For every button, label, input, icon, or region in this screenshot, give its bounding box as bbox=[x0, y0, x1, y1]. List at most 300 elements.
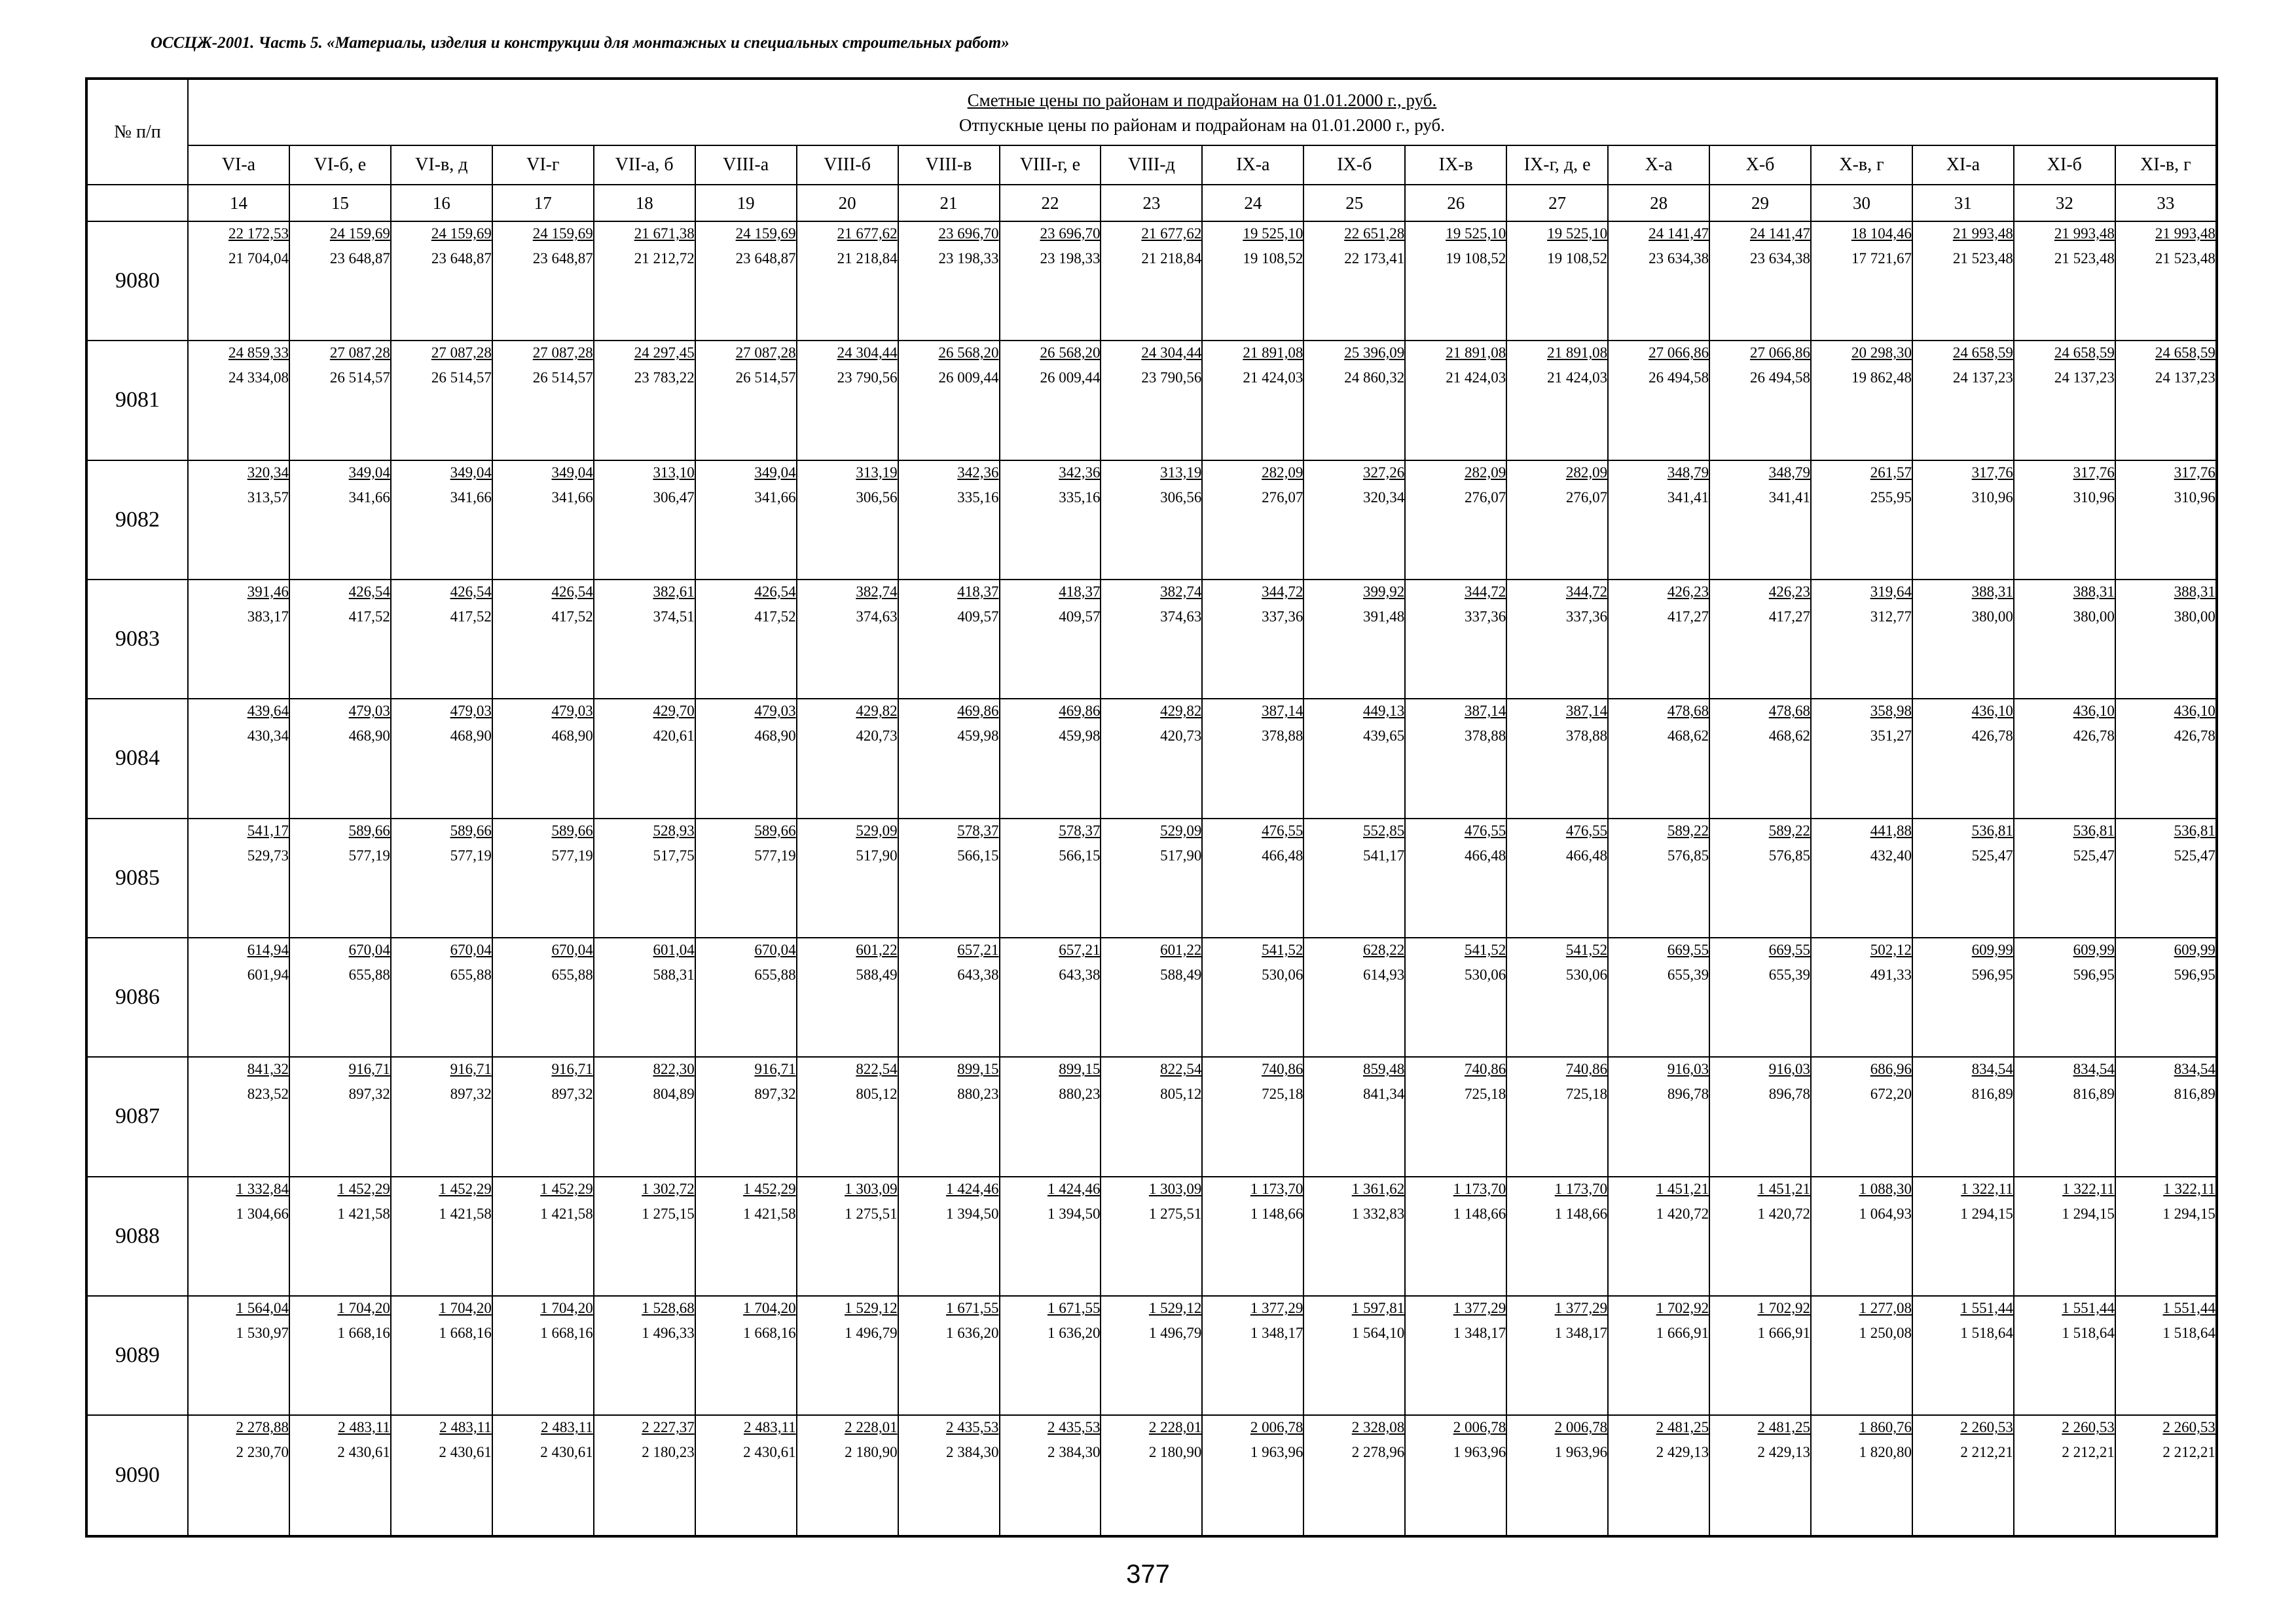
release-price: 374,51 bbox=[653, 608, 695, 625]
release-price: 383,17 bbox=[247, 608, 289, 625]
estimate-price: 916,71 bbox=[348, 1061, 390, 1078]
price-cell bbox=[289, 699, 391, 818]
price-cell bbox=[1912, 938, 2014, 1057]
estimate-price: 589,22 bbox=[1667, 822, 1709, 839]
price-cell bbox=[492, 819, 594, 938]
district-header: XI-а bbox=[1912, 145, 2014, 185]
estimate-price: 1 452,29 bbox=[540, 1180, 593, 1197]
estimate-price: 916,03 bbox=[1667, 1061, 1709, 1078]
estimate-price: 344,72 bbox=[1262, 583, 1303, 600]
estimate-price: 426,54 bbox=[450, 583, 492, 600]
estimate-price: 479,03 bbox=[754, 703, 796, 720]
estimate-price: 822,30 bbox=[653, 1061, 695, 1078]
price-cell bbox=[289, 819, 391, 938]
release-price: 21 424,03 bbox=[1243, 369, 1303, 386]
estimate-price: 348,79 bbox=[1667, 464, 1709, 481]
release-price: 337,36 bbox=[1565, 608, 1608, 625]
price-cell bbox=[391, 580, 492, 699]
price-cell bbox=[1000, 819, 1101, 938]
column-number: 15 bbox=[289, 185, 391, 221]
price-cell bbox=[797, 1057, 898, 1176]
estimate-price: 261,57 bbox=[1870, 464, 1912, 481]
table-title bbox=[188, 79, 2217, 145]
release-price: 417,52 bbox=[754, 608, 796, 625]
release-price: 1 496,33 bbox=[642, 1324, 695, 1341]
estimate-price: 670,04 bbox=[551, 941, 593, 958]
estimate-price: 21 677,62 bbox=[1141, 225, 1202, 242]
estimate-price: 21 891,08 bbox=[1446, 344, 1506, 361]
price-cell bbox=[2115, 1296, 2217, 1415]
release-price: 1 666,91 bbox=[1757, 1324, 1810, 1341]
column-number: 26 bbox=[1405, 185, 1506, 221]
price-cell bbox=[391, 819, 492, 938]
price-cell bbox=[1405, 938, 1506, 1057]
release-price: 2 180,23 bbox=[642, 1444, 695, 1461]
estimate-price: 1 529,12 bbox=[845, 1299, 898, 1316]
release-price: 23 634,38 bbox=[1649, 250, 1709, 267]
column-number: 32 bbox=[2014, 185, 2115, 221]
district-header: X-а bbox=[1608, 145, 1709, 185]
release-price: 1 250,08 bbox=[1859, 1324, 1912, 1341]
release-price: 530,06 bbox=[1262, 966, 1303, 983]
release-price: 21 523,48 bbox=[2155, 250, 2215, 267]
estimate-price: 899,15 bbox=[957, 1061, 999, 1078]
price-cell bbox=[188, 938, 289, 1057]
estimate-price: 317,76 bbox=[2174, 464, 2215, 481]
estimate-price: 841,32 bbox=[247, 1061, 289, 1078]
release-price: 643,38 bbox=[1059, 966, 1101, 983]
release-price: 23 648,87 bbox=[735, 250, 796, 267]
estimate-price: 2 483,11 bbox=[338, 1419, 390, 1436]
price-cell bbox=[1202, 699, 1303, 818]
price-cell bbox=[1912, 1296, 2014, 1415]
estimate-price: 2 435,53 bbox=[946, 1419, 999, 1436]
price-cell bbox=[1912, 221, 2014, 341]
release-price: 420,73 bbox=[1160, 728, 1202, 745]
release-price: 577,19 bbox=[348, 847, 390, 864]
estimate-price: 609,99 bbox=[1971, 941, 2013, 958]
price-cell bbox=[391, 1415, 492, 1536]
price-cell bbox=[1405, 1057, 1506, 1176]
price-cell bbox=[1709, 580, 1811, 699]
estimate-price: 24 658,59 bbox=[1952, 344, 2013, 361]
estimate-price: 26 568,20 bbox=[1040, 344, 1101, 361]
price-cell bbox=[2115, 938, 2217, 1057]
estimate-price: 834,54 bbox=[2073, 1061, 2115, 1078]
estimate-price: 1 551,44 bbox=[2062, 1299, 2115, 1316]
price-cell bbox=[289, 938, 391, 1057]
release-price: 1 420,72 bbox=[1757, 1205, 1810, 1222]
estimate-price: 429,70 bbox=[653, 703, 695, 720]
estimate-price: 916,71 bbox=[450, 1061, 492, 1078]
estimate-price: 349,04 bbox=[450, 464, 492, 481]
release-price: 24 137,23 bbox=[2054, 369, 2115, 386]
estimate-price: 24 297,45 bbox=[634, 344, 695, 361]
release-price: 341,66 bbox=[551, 489, 593, 506]
estimate-price: 19 525,10 bbox=[1547, 225, 1608, 242]
price-cell bbox=[1912, 460, 2014, 580]
estimate-price: 2 328,08 bbox=[1351, 1419, 1405, 1436]
release-price: 1 148,66 bbox=[1453, 1205, 1506, 1222]
price-cell bbox=[695, 1415, 797, 1536]
release-price: 1 332,83 bbox=[1351, 1205, 1405, 1222]
release-price: 276,07 bbox=[1262, 489, 1303, 506]
column-number: 18 bbox=[594, 185, 695, 221]
price-cell bbox=[2014, 1177, 2115, 1296]
release-price: 1 668,16 bbox=[743, 1324, 796, 1341]
price-cell bbox=[1303, 938, 1405, 1057]
release-price: 1 963,96 bbox=[1250, 1444, 1303, 1461]
empty-header-cell bbox=[86, 185, 188, 221]
estimate-price: 479,03 bbox=[551, 703, 593, 720]
price-cell bbox=[1709, 1057, 1811, 1176]
release-price: 21 218,84 bbox=[837, 250, 898, 267]
price-cell bbox=[1811, 580, 1912, 699]
estimate-price: 1 704,20 bbox=[540, 1299, 593, 1316]
estimate-price: 21 891,08 bbox=[1547, 344, 1608, 361]
district-header: IX-в bbox=[1405, 145, 1506, 185]
estimate-price: 2 260,53 bbox=[1960, 1419, 2013, 1436]
district-header: VIII-в bbox=[898, 145, 1000, 185]
price-cell bbox=[188, 1296, 289, 1415]
release-price: 320,34 bbox=[1363, 489, 1405, 506]
estimate-price: 22 651,28 bbox=[1344, 225, 1405, 242]
release-price: 517,90 bbox=[1160, 847, 1202, 864]
price-cell bbox=[1608, 1057, 1709, 1176]
price-cell bbox=[1709, 938, 1811, 1057]
release-price: 1 148,66 bbox=[1554, 1205, 1608, 1222]
estimate-price: 21 677,62 bbox=[837, 225, 898, 242]
estimate-price: 449,13 bbox=[1363, 703, 1405, 720]
table-body bbox=[86, 221, 2217, 1536]
estimate-price: 418,37 bbox=[1059, 583, 1101, 600]
release-price: 1 304,66 bbox=[236, 1205, 289, 1222]
estimate-price: 319,64 bbox=[1870, 583, 1912, 600]
estimate-price: 628,22 bbox=[1363, 941, 1405, 958]
estimate-price: 24 859,33 bbox=[228, 344, 289, 361]
release-price: 276,07 bbox=[1565, 489, 1608, 506]
release-price: 601,94 bbox=[247, 966, 289, 983]
price-cell bbox=[1811, 341, 1912, 460]
release-price: 655,88 bbox=[551, 966, 593, 983]
price-cell bbox=[1101, 341, 1202, 460]
district-header: XI-б bbox=[2014, 145, 2115, 185]
estimate-price: 657,21 bbox=[957, 941, 999, 958]
price-cell bbox=[1709, 699, 1811, 818]
estimate-price: 342,36 bbox=[1059, 464, 1101, 481]
estimate-price: 282,09 bbox=[1262, 464, 1303, 481]
estimate-price: 1 704,20 bbox=[337, 1299, 390, 1316]
release-price: 21 424,03 bbox=[1547, 369, 1608, 386]
release-price: 643,38 bbox=[957, 966, 999, 983]
price-cell bbox=[2014, 1296, 2115, 1415]
release-price: 26 494,58 bbox=[1750, 369, 1810, 386]
price-cell bbox=[492, 580, 594, 699]
release-price: 420,73 bbox=[856, 728, 898, 745]
row-code: 9087 bbox=[86, 1057, 188, 1176]
estimate-price: 426,54 bbox=[754, 583, 796, 600]
district-header: VII-а, б bbox=[594, 145, 695, 185]
estimate-price: 916,71 bbox=[551, 1061, 593, 1078]
release-price: 1 064,93 bbox=[1859, 1205, 1912, 1222]
price-cell bbox=[1101, 1296, 1202, 1415]
estimate-price: 24 141,47 bbox=[1750, 225, 1810, 242]
release-price: 341,66 bbox=[754, 489, 796, 506]
release-price: 1 394,50 bbox=[946, 1205, 999, 1222]
price-cell bbox=[1506, 221, 1608, 341]
release-price: 21 704,04 bbox=[228, 250, 289, 267]
price-cell bbox=[492, 221, 594, 341]
release-price: 596,95 bbox=[1971, 966, 2013, 983]
table-row bbox=[86, 1296, 2217, 1415]
release-price: 655,88 bbox=[754, 966, 796, 983]
estimate-price: 1 377,29 bbox=[1554, 1299, 1608, 1316]
price-cell bbox=[492, 699, 594, 818]
estimate-price: 1 451,21 bbox=[1656, 1180, 1709, 1197]
price-cell bbox=[594, 1057, 695, 1176]
estimate-price: 27 087,28 bbox=[735, 344, 796, 361]
table-row bbox=[86, 1415, 2217, 1536]
price-cell bbox=[594, 819, 695, 938]
release-price: 26 514,57 bbox=[329, 369, 390, 386]
estimate-price: 23 696,70 bbox=[1040, 225, 1101, 242]
release-price: 23 634,38 bbox=[1750, 250, 1810, 267]
estimate-price: 1 597,81 bbox=[1351, 1299, 1405, 1316]
release-price: 896,78 bbox=[1667, 1086, 1709, 1103]
price-cell bbox=[1101, 460, 1202, 580]
price-cell bbox=[797, 460, 898, 580]
estimate-price: 536,81 bbox=[2073, 822, 2115, 839]
release-price: 880,23 bbox=[957, 1086, 999, 1103]
price-cell bbox=[289, 341, 391, 460]
row-code: 9088 bbox=[86, 1177, 188, 1296]
estimate-price: 21 993,48 bbox=[1952, 225, 2013, 242]
price-cell bbox=[289, 460, 391, 580]
release-price: 24 334,08 bbox=[228, 369, 289, 386]
release-price: 22 173,41 bbox=[1344, 250, 1405, 267]
estimate-price: 27 066,86 bbox=[1649, 344, 1709, 361]
table-row bbox=[86, 1177, 2217, 1296]
release-price: 26 009,44 bbox=[1040, 369, 1101, 386]
release-price: 1 636,20 bbox=[946, 1324, 999, 1341]
release-price: 24 137,23 bbox=[1952, 369, 2013, 386]
release-price: 430,34 bbox=[247, 728, 289, 745]
estimate-price: 27 087,28 bbox=[329, 344, 390, 361]
running-header: ОССЦЖ-2001. Часть 5. «Материалы, изделия и конструкции для монтажных и специальных строительных работ» bbox=[151, 34, 1010, 52]
estimate-price: 469,86 bbox=[957, 703, 999, 720]
release-price: 2 430,61 bbox=[540, 1444, 593, 1461]
release-price: 378,88 bbox=[1262, 728, 1303, 745]
release-price: 312,77 bbox=[1870, 608, 1912, 625]
price-cell bbox=[1101, 819, 1202, 938]
release-price: 335,16 bbox=[957, 489, 999, 506]
estimate-price: 899,15 bbox=[1059, 1061, 1101, 1078]
estimate-price: 601,22 bbox=[1160, 941, 1202, 958]
release-price: 23 198,33 bbox=[938, 250, 999, 267]
column-number: 20 bbox=[797, 185, 898, 221]
price-cell bbox=[2115, 580, 2217, 699]
price-cell bbox=[1608, 221, 1709, 341]
estimate-price: 24 304,44 bbox=[1141, 344, 1202, 361]
price-cell bbox=[492, 460, 594, 580]
estimate-price: 1 173,70 bbox=[1453, 1180, 1506, 1197]
price-cell bbox=[594, 460, 695, 580]
district-header: IX-а bbox=[1202, 145, 1303, 185]
price-cell bbox=[2014, 819, 2115, 938]
release-price: 1 963,96 bbox=[1554, 1444, 1608, 1461]
district-header: VIII-а bbox=[695, 145, 797, 185]
column-number: 19 bbox=[695, 185, 797, 221]
release-price: 655,39 bbox=[1768, 966, 1810, 983]
price-cell bbox=[492, 1057, 594, 1176]
release-price: 576,85 bbox=[1768, 847, 1810, 864]
price-cell bbox=[695, 580, 797, 699]
estimate-price: 426,23 bbox=[1667, 583, 1709, 600]
estimate-price: 578,37 bbox=[1059, 822, 1101, 839]
price-cell bbox=[391, 341, 492, 460]
release-price: 426,78 bbox=[1971, 728, 2013, 745]
estimate-price: 669,55 bbox=[1768, 941, 1810, 958]
price-cell bbox=[2014, 460, 2115, 580]
estimate-price: 24 159,69 bbox=[532, 225, 593, 242]
column-number: 21 bbox=[898, 185, 1000, 221]
price-cell bbox=[2014, 1057, 2115, 1176]
estimate-price: 1 702,92 bbox=[1656, 1299, 1709, 1316]
release-price: 1 496,79 bbox=[845, 1324, 898, 1341]
row-code: 9083 bbox=[86, 580, 188, 699]
release-price: 310,96 bbox=[1971, 489, 2013, 506]
estimate-price: 313,10 bbox=[653, 464, 695, 481]
price-cell bbox=[1506, 341, 1608, 460]
price-cell bbox=[391, 1296, 492, 1415]
release-price-title: Отпускные цены по районам и подрайонам на 01.01.2000 г., руб. bbox=[958, 115, 1446, 135]
release-price: 1 820,80 bbox=[1859, 1444, 1912, 1461]
price-cell bbox=[1000, 699, 1101, 818]
release-price: 23 790,56 bbox=[837, 369, 898, 386]
price-cell bbox=[1811, 460, 1912, 580]
estimate-price: 317,76 bbox=[1971, 464, 2013, 481]
release-price: 725,18 bbox=[1464, 1086, 1506, 1103]
release-price: 17 721,67 bbox=[1851, 250, 1912, 267]
estimate-price: 317,76 bbox=[2073, 464, 2115, 481]
release-price: 1 636,20 bbox=[1047, 1324, 1101, 1341]
price-cell bbox=[1912, 819, 2014, 938]
price-cell bbox=[594, 938, 695, 1057]
estimate-price: 1 528,68 bbox=[642, 1299, 695, 1316]
price-cell bbox=[797, 221, 898, 341]
release-price: 1 348,17 bbox=[1453, 1324, 1506, 1341]
release-price: 816,89 bbox=[2073, 1086, 2115, 1103]
price-cell bbox=[1608, 1296, 1709, 1415]
estimate-price: 24 159,69 bbox=[431, 225, 492, 242]
estimate-price: 1 424,46 bbox=[946, 1180, 999, 1197]
price-cell bbox=[594, 1415, 695, 1536]
price-cell bbox=[898, 938, 1000, 1057]
estimate-price: 916,71 bbox=[754, 1061, 796, 1078]
price-cell bbox=[1506, 460, 1608, 580]
price-cell bbox=[1811, 1415, 1912, 1536]
release-price: 588,49 bbox=[856, 966, 898, 983]
release-price: 566,15 bbox=[957, 847, 999, 864]
price-cell bbox=[2014, 699, 2115, 818]
estimate-price: 1 671,55 bbox=[946, 1299, 999, 1316]
release-price: 2 384,30 bbox=[946, 1444, 999, 1461]
price-cell bbox=[1303, 460, 1405, 580]
release-price: 439,65 bbox=[1363, 728, 1405, 745]
release-price: 1 348,17 bbox=[1554, 1324, 1608, 1341]
price-cell bbox=[1912, 341, 2014, 460]
price-cell bbox=[1303, 1296, 1405, 1415]
price-cell bbox=[695, 699, 797, 818]
release-price: 897,32 bbox=[348, 1086, 390, 1103]
table-row bbox=[86, 580, 2217, 699]
price-cell bbox=[1303, 1057, 1405, 1176]
release-price: 1 275,15 bbox=[642, 1205, 695, 1222]
price-cell bbox=[1709, 1415, 1811, 1536]
release-price: 26 009,44 bbox=[938, 369, 999, 386]
release-price: 306,47 bbox=[653, 489, 695, 506]
estimate-price: 426,54 bbox=[348, 583, 390, 600]
estimate-price: 1 173,70 bbox=[1554, 1180, 1608, 1197]
release-price: 459,98 bbox=[1059, 728, 1101, 745]
release-price: 19 108,52 bbox=[1547, 250, 1608, 267]
release-price: 530,06 bbox=[1565, 966, 1608, 983]
estimate-price: 1 303,09 bbox=[845, 1180, 898, 1197]
estimate-price: 418,37 bbox=[957, 583, 999, 600]
price-cell bbox=[1811, 699, 1912, 818]
column-number: 30 bbox=[1811, 185, 1912, 221]
estimate-price: 24 658,59 bbox=[2155, 344, 2215, 361]
estimate-price: 426,54 bbox=[551, 583, 593, 600]
estimate-price: 2 278,88 bbox=[236, 1419, 289, 1436]
release-price: 1 518,64 bbox=[1960, 1324, 2013, 1341]
release-price: 337,36 bbox=[1262, 608, 1303, 625]
price-cell bbox=[594, 699, 695, 818]
price-cell bbox=[1506, 1177, 1608, 1296]
price-cell bbox=[1303, 580, 1405, 699]
district-header: VI-г bbox=[492, 145, 594, 185]
column-number: 29 bbox=[1709, 185, 1811, 221]
estimate-price: 320,34 bbox=[247, 464, 289, 481]
price-cell bbox=[1405, 819, 1506, 938]
estimate-price: 740,86 bbox=[1464, 1061, 1506, 1078]
release-price: 19 108,52 bbox=[1446, 250, 1506, 267]
release-price: 466,48 bbox=[1565, 847, 1608, 864]
price-cell bbox=[898, 819, 1000, 938]
release-price: 1 421,58 bbox=[540, 1205, 593, 1222]
release-price: 26 494,58 bbox=[1649, 369, 1709, 386]
price-cell bbox=[1912, 1415, 2014, 1536]
release-price: 816,89 bbox=[2174, 1086, 2215, 1103]
price-cell bbox=[1000, 580, 1101, 699]
release-price: 432,40 bbox=[1870, 847, 1912, 864]
column-number: 24 bbox=[1202, 185, 1303, 221]
release-price: 1 668,16 bbox=[540, 1324, 593, 1341]
price-cell bbox=[1912, 699, 2014, 818]
estimate-price: 589,66 bbox=[450, 822, 492, 839]
estimate-price: 822,54 bbox=[1160, 1061, 1202, 1078]
estimate-price: 282,09 bbox=[1464, 464, 1506, 481]
estimate-price: 478,68 bbox=[1667, 703, 1709, 720]
estimate-price: 388,31 bbox=[1971, 583, 2013, 600]
price-cell bbox=[492, 341, 594, 460]
price-cell bbox=[2014, 341, 2115, 460]
estimate-price: 469,86 bbox=[1059, 703, 1101, 720]
estimate-price: 348,79 bbox=[1768, 464, 1810, 481]
estimate-price: 670,04 bbox=[754, 941, 796, 958]
price-cell bbox=[289, 1177, 391, 1296]
price-cell bbox=[1303, 699, 1405, 818]
